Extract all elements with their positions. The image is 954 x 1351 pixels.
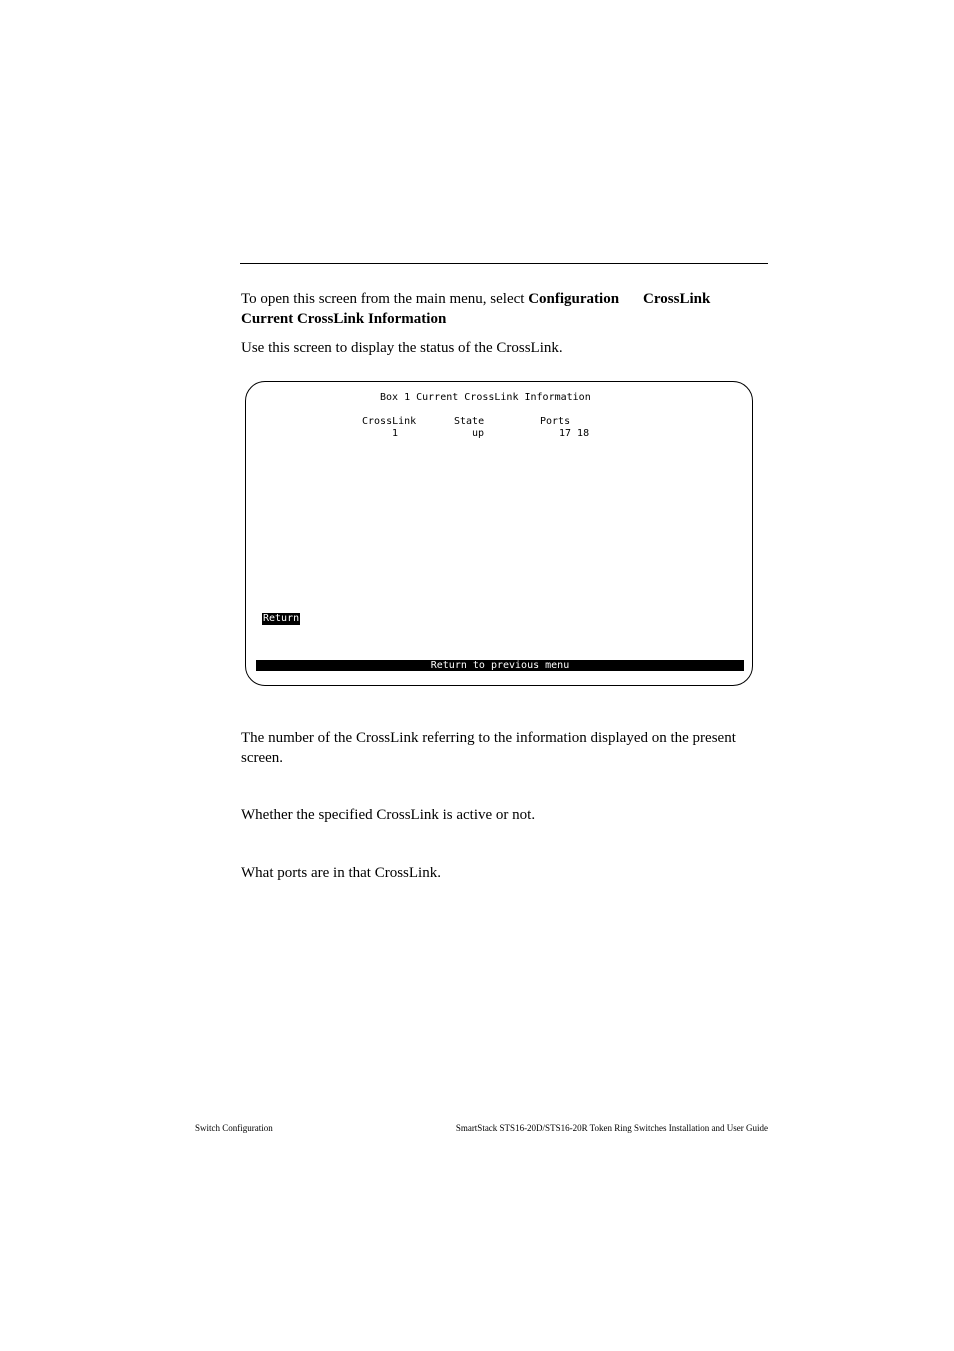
ports-description: What ports are in that CrossLink. bbox=[241, 865, 441, 881]
header-rule bbox=[240, 263, 768, 264]
footer-section-title: Switch Configuration bbox=[195, 1123, 273, 1133]
terminal-screen bbox=[245, 381, 753, 686]
menu-path-crosslink: CrossLink bbox=[643, 291, 711, 307]
menu-path-configuration: Configuration bbox=[528, 291, 620, 307]
status-bar: Return to previous menu bbox=[256, 660, 744, 671]
return-button[interactable]: Return bbox=[263, 613, 300, 624]
intro-paragraph bbox=[241, 289, 769, 329]
usage-paragraph: Use this screen to display the status of the CrossLink. bbox=[241, 340, 563, 356]
footer-book-title: SmartStack STS16-20D/STS16-20R Token Ring Switches Installation and User Guide bbox=[455, 1123, 768, 1133]
terminal-title: Box 1 Current CrossLink Information bbox=[380, 392, 591, 403]
state-value: up bbox=[472, 428, 485, 439]
intro-prefix: To open this screen from the main menu, select bbox=[241, 291, 529, 307]
crosslink-description: The number of the CrossLink referring to the information displayed on the present screen. bbox=[241, 730, 736, 766]
state-description: Whether the specified CrossLink is active or not. bbox=[241, 807, 536, 823]
ports-value: 17 18 bbox=[559, 428, 590, 439]
column-header-ports: Ports bbox=[540, 416, 571, 427]
column-header-crosslink: CrossLink bbox=[362, 416, 417, 427]
menu-path-current: Current CrossLink Information bbox=[241, 311, 447, 327]
crosslink-value: 1 bbox=[392, 428, 399, 439]
column-header-state: State bbox=[454, 416, 485, 427]
